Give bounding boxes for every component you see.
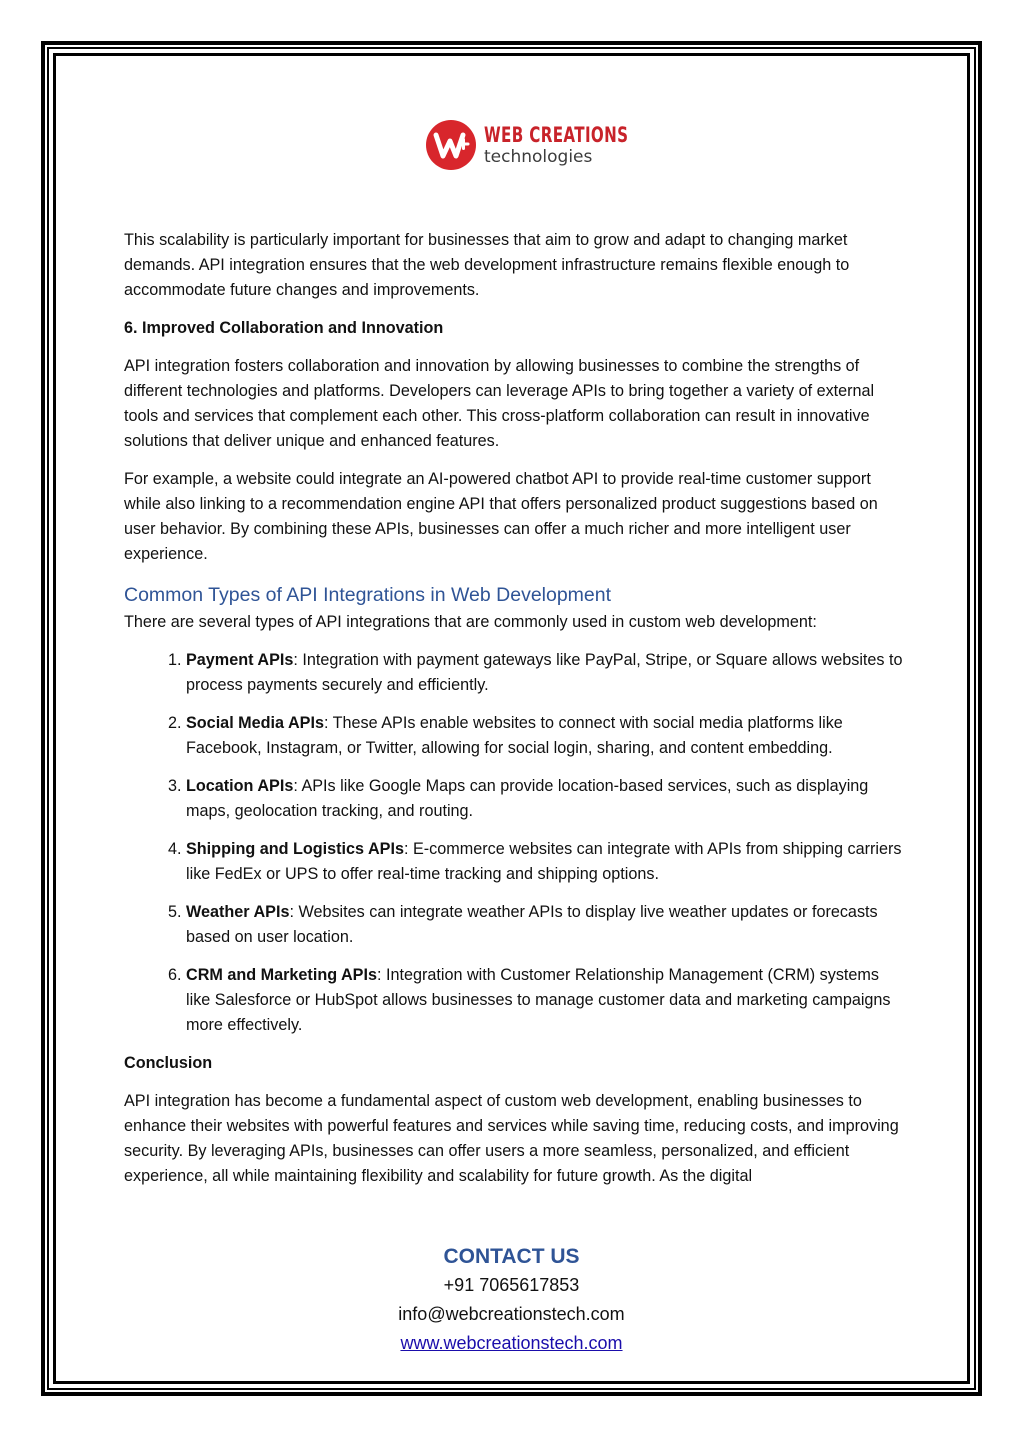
intro-paragraph: This scalability is particularly important for businesses that aim to grow and adapt to changing market demands. API integration ensures that the web development infrastructure remains flexible enough to accommodate future changes and improvements. [124,231,850,299]
company-logo [426,118,685,172]
list-item-text: : These APIs enable websites to connect with social media platforms like Facebook, Instagram, or Twitter, allowing for social login, sharing, and content embedding. [186,714,843,757]
logo-w-icon [426,120,476,170]
list-item-term: Social Media APIs [186,714,324,732]
list-item-term: Payment APIs [186,651,294,669]
contact-section [0,1243,1023,1358]
list-item-term: CRM and Marketing APIs [186,966,377,984]
list-item-text: : Websites can integrate weather APIs to display live weather updates or forecasts based on user location. [186,903,878,946]
contact-phone: +91 7065617853 [443,1275,580,1295]
list-item-text: : E-commerce websites can integrate with APIs from shipping carriers like FedEx or UPS to offer real-time tracking and shipping options. [186,840,902,883]
website-link[interactable]: www.webcreationstech.com [400,1333,623,1353]
list-item [186,711,904,761]
list-item-term: Shipping and Logistics APIs [186,840,404,858]
contact-title: CONTACT US [443,1245,580,1268]
list-item [186,774,904,824]
list-item-text: : Integration with payment gateways like PayPal, Stripe, or Square allows websites to process payments securely and efficiently. [186,651,903,694]
list-item [186,837,904,887]
section-6-heading: 6. Improved Collaboration and Innovation [124,319,444,337]
conclusion-paragraph: API integration has become a fundamental aspect of custom web development, enabling businesses to enhance their websites with powerful features and services while saving time, reducing costs, and improving security. By leveraging APIs, businesses can offer users a more seamless, personalized, and efficient experience, all while maintaining flexibility and scalability for future growth. As the digital [124,1092,899,1185]
list-item-text: : APIs like Google Maps can provide location-based services, such as displaying maps, geolocation tracking, and routing. [186,777,869,820]
conclusion-heading: Conclusion [124,1054,213,1072]
list-item-term: Location APIs [186,777,294,795]
contact-email: info@webcreationstech.com [398,1304,625,1324]
logo-name-line2: technologies [484,146,593,167]
logo-name-line1: WEB CREATIONS [484,122,629,147]
api-types-intro: There are several types of API integrations that are commonly used in custom web development: [124,613,817,631]
list-item [186,648,904,698]
section-6-paragraph-1: API integration fosters collaboration and innovation by allowing businesses to combine the strengths of different technologies and platforms. Developers can leverage APIs to bring together a variety of external tools and services that complement each other. This cross-platform collaboration can result in innovative solutions that deliver unique and enhanced features. [124,357,875,450]
list-item-text: : Integration with Customer Relationship Management (CRM) systems like Salesforce or HubSpot allows businesses to manage customer data and marketing campaigns more effectively. [186,966,891,1034]
list-item [186,900,904,950]
api-types-list [124,648,904,1038]
section-6-paragraph-2: For example, a website could integrate an AI-powered chatbot API to provide real-time customer support while also linking to a recommendation engine API that offers personalized product suggestions based on user behavior. By combining these APIs, businesses can offer a much richer and more intelligent user experience. [124,470,878,563]
api-types-heading: Common Types of API Integrations in Web Development [124,584,612,606]
list-item-term: Weather APIs [186,903,290,921]
document-body [124,228,904,1202]
list-item [186,963,904,1038]
